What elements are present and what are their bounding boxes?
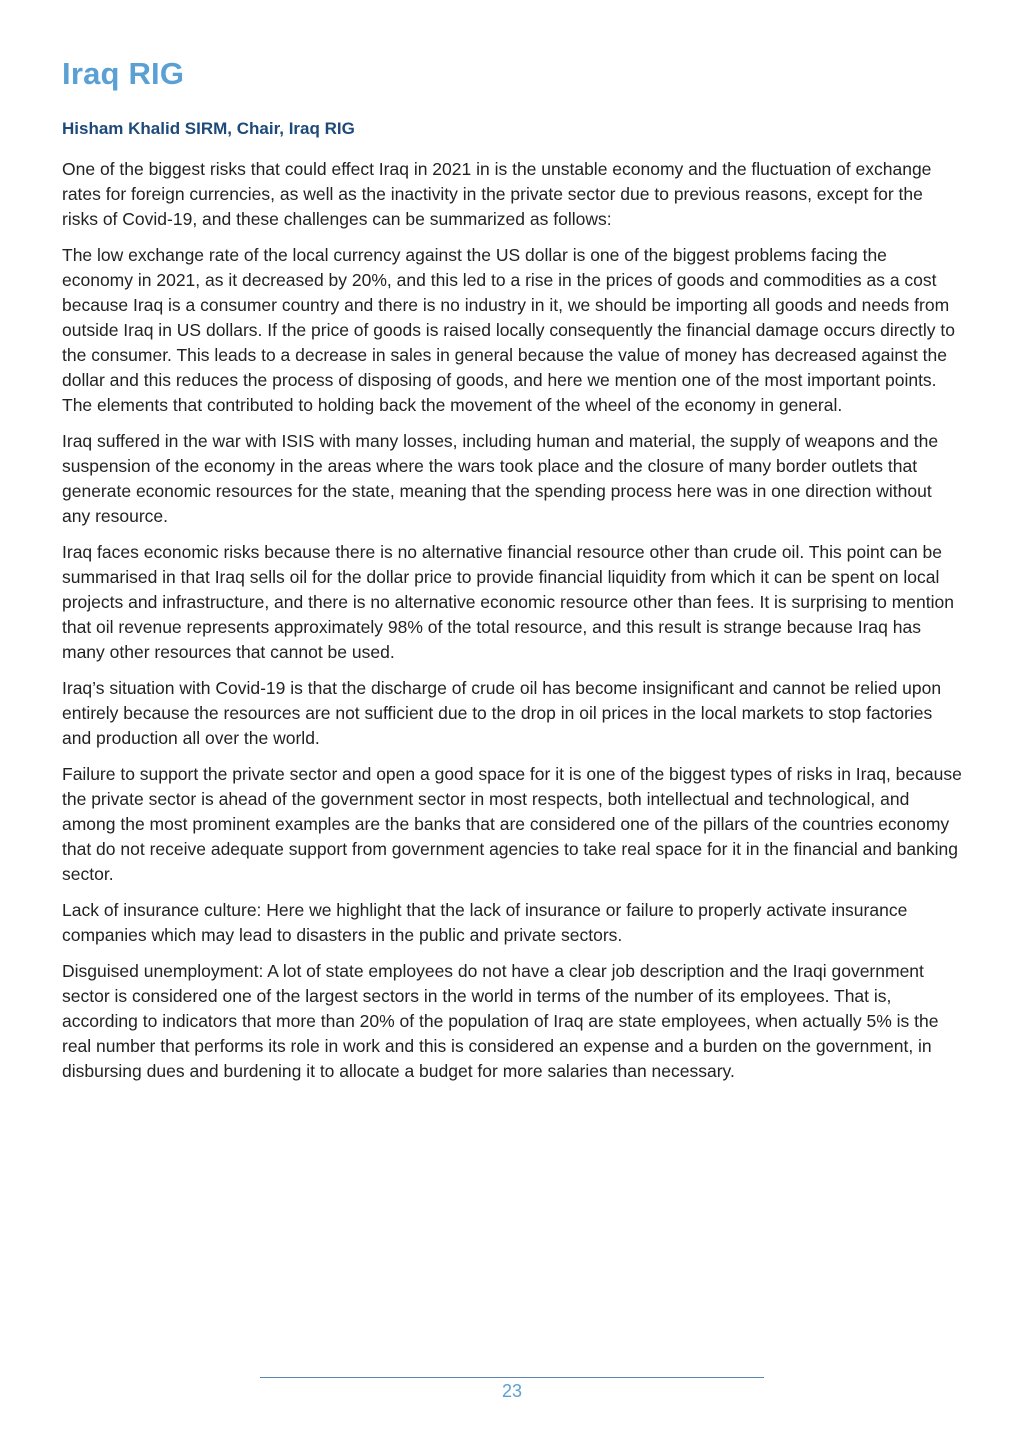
- paragraph-exchange-rate: The low exchange rate of the local currency against the US dollar is one of the biggest problems facing the economy in 2021, as it decreased by 20%, and this led to a rise in the prices of goods and commodities as a cost because Iraq is a consumer country and there is no industry in it, we should be importing all goods and needs from outside Iraq in US dollars. If the price of goods is raised locally consequently the financial damage occurs directly to the consumer. This leads to a decrease in sales in general because the value of money has decreased against the dollar and this reduces the process of disposing of goods, and here we mention one of the most important points. The elements that contributed to holding back the movement of the wheel of the economy in general.: [62, 245, 955, 415]
- paragraph-private-sector: Failure to support the private sector and open a good space for it is one of the biggest types of risks in Iraq, because the private sector is ahead of the government sector in most respects, both intellectual and technological, and among the most prominent examples are the banks that are considered one of the pillars of the countries economy that do not receive adequate support from government agencies to take real space for it in the financial and banking sector.: [62, 764, 962, 884]
- paragraph-covid: Iraq’s situation with Covid-19 is that the discharge of crude oil has become insignificant and cannot be relied upon entirely because the resources are not sufficient due to the drop in oil prices in the local markets to stop factories and production all over the world.: [62, 678, 942, 748]
- paragraph-isis-war: Iraq suffered in the war with ISIS with many losses, including human and material, the supply of weapons and the suspension of the economy in the areas where the wars took place and the closure of many border outlets that generate economic resources for the state, meaning that the spending process here was in one direction without any resource.: [62, 431, 939, 526]
- article-body: [62, 157, 962, 1095]
- footer-divider: [260, 1377, 764, 1378]
- paragraph-intro: One of the biggest risks that could effect Iraq in 2021 in is the unstable economy and the fluctuation of exchange rates for foreign currencies, as well as the inactivity in the private sector due to previous reasons, except for the risks of Covid-19, and these challenges can be summarized as follows:: [62, 159, 932, 229]
- page-number: 23: [501, 1381, 523, 1401]
- paragraph-insurance-culture: Lack of insurance culture: Here we highlight that the lack of insurance or failure to properly activate insurance companies which may lead to disasters in the public and private sectors.: [62, 900, 908, 945]
- author-byline: Hisham Khalid SIRM, Chair, Iraq RIG: [62, 119, 355, 138]
- paragraph-oil-dependence: Iraq faces economic risks because there is no alternative financial resource other than crude oil. This point can be summarised in that Iraq sells oil for the dollar price to provide financial liquidity from which it can be spent on local projects and infrastructure, and there is no alternative economic resource other than fees. It is surprising to mention that oil revenue represents approximately 98% of the total resource, and this result is strange because Iraq has many other resources that cannot be used.: [62, 542, 954, 662]
- paragraph-disguised-unemployment: Disguised unemployment: A lot of state employees do not have a clear job description and the Iraqi government sector is considered one of the largest sectors in the world in terms of the number of its employees. That is, according to indicators that more than 20% of the population of Iraq are state employees, when actually 5% is the real number that performs its role in work and this is considered an expense and a burden on the government, in disbursing dues and burdening it to allocate a budget for more salaries than necessary.: [62, 961, 939, 1081]
- page-title: Iraq RIG: [62, 56, 185, 91]
